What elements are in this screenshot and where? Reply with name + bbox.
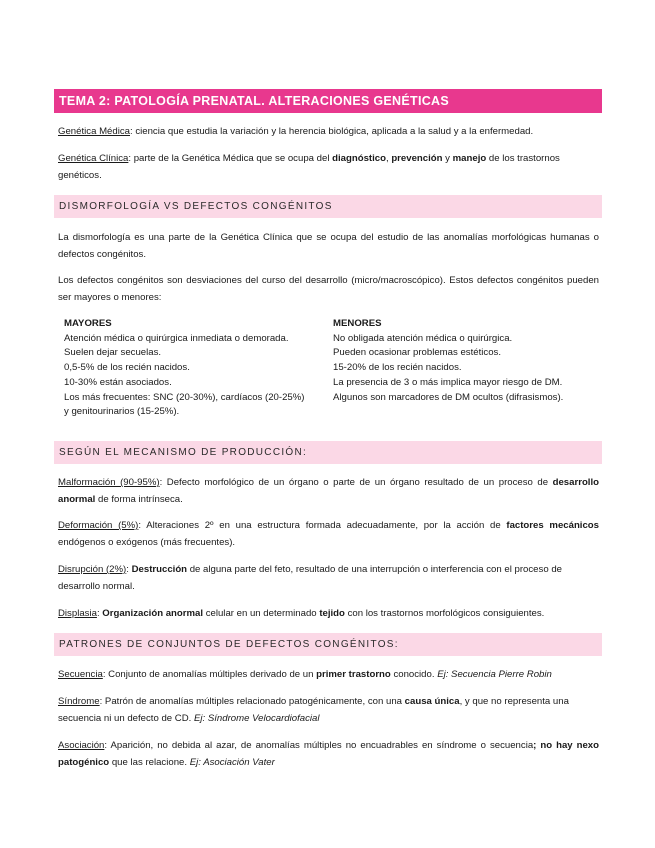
asociacion-paragraph: Asociación: Aparición, no debida al azar, de anomalías múltiples no encuadrables en síndrome o secuencia; no hay nexo patogénico que las relacione. Ej: Asociación Vater [58, 740, 600, 768]
list-item: Suelen dejar secuelas. [64, 347, 162, 359]
list-item: y genitourinarios (15-25%). [64, 406, 180, 418]
genetica-medica-term: Genética Médica [58, 126, 130, 137]
menores-column [333, 317, 601, 405]
genetica-clinica-paragraph: Genética Clínica: parte de la Genética Médica que se ocupa del diagnóstico, prevención y manejo de los trastornos genéticos. [58, 153, 560, 181]
list-item: No obligada atención médica o quirúrgica. [333, 332, 513, 344]
malformacion-paragraph: Malformación (90-95%): Defecto morfológico de un órgano o parte de un órgano resultado de un proceso de desarrollo anormal de forma intrínseca. [58, 477, 599, 505]
secuencia-term: Secuencia [58, 669, 103, 680]
dismorfologia-paragraph: La dismorfología es una parte de la Genética Clínica que se ocupa del estudio de las anomalías morfológicas humanas o defectos congénitos. [58, 232, 599, 260]
mayores-column [64, 317, 332, 420]
section-mecanismo: SEGÚN EL MECANISMO DE PRODUCCIÓN: [54, 441, 602, 464]
malformacion-term: Malformación (90-95%) [58, 477, 160, 488]
mayores-heading: MAYORES [64, 318, 112, 329]
asociacion-term: Asociación [58, 740, 105, 751]
genetica-clinica-term: Genética Clínica [58, 153, 129, 164]
list-item: 15-20% de los recién nacidos. [333, 362, 462, 374]
defectos-congenitos-paragraph: Los defectos congénitos son desviaciones del curso del desarrollo (micro/macroscópico). Estos defectos congénitos pueden ser mayores o menores: [58, 275, 599, 303]
sindrome-term: Síndrome [58, 696, 100, 707]
disrupcion-term: Disrupción (2%) [58, 564, 127, 575]
list-item: La presencia de 3 o más implica mayor riesgo de DM. [333, 376, 563, 388]
sindrome-paragraph: Síndrome: Patrón de anomalías múltiples relacionado patogénicamente, con una causa única, y que no representa una secuencia ni un defecto de CD. Ej: Síndrome Velocardiofacial [58, 696, 569, 724]
secuencia-paragraph: Secuencia: Conjunto de anomalías múltiples derivado de un primer trastorno conocido. Ej: Secuencia Pierre Robin [58, 669, 552, 680]
list-item: 0,5-5% de los recién nacidos. [64, 362, 190, 374]
list-item: Los más frecuentes: SNC (20-30%), cardíacos (20-25%) [64, 391, 305, 403]
deformacion-term: Deformación (5%) [58, 520, 139, 531]
displasia-paragraph: Displasia: Organización anormal celular en un determinado tejido con los trastornos morfológicos consiguientes. [58, 608, 545, 619]
list-item: Algunos son marcadores de DM ocultos (difrasismos). [333, 391, 564, 403]
disrupcion-paragraph: Disrupción (2%): Destrucción de alguna parte del feto, resultado de una interrupción o interferencia con el proceso de desarrollo normal. [58, 564, 562, 592]
menores-heading: MENORES [333, 318, 382, 329]
genetica-medica-paragraph: Genética Médica: ciencia que estudia la variación y la herencia biológica, aplicada a la salud y a la enfermedad. [58, 126, 534, 137]
displasia-term: Displasia [58, 608, 97, 619]
list-item: 10-30% están asociados. [64, 376, 172, 388]
list-item: Pueden ocasionar problemas estéticos. [333, 347, 501, 359]
section-dismorfologia: DISMORFOLOGÍA VS DEFECTOS CONGÉNITOS [54, 195, 602, 218]
page-title: TEMA 2: PATOLOGÍA PRENATAL. ALTERACIONES GENÉTICAS [54, 89, 602, 113]
list-item: Atención médica o quirúrgica inmediata o demorada. [64, 332, 289, 344]
deformacion-paragraph: Deformación (5%): Alteraciones 2º en una estructura formada adecuadamente, por la acción de factores mecánicos endógenos o exógenos (más frecuentes). [58, 520, 600, 548]
section-patrones: PATRONES DE CONJUNTOS DE DEFECTOS CONGÉNITOS: [54, 633, 602, 656]
